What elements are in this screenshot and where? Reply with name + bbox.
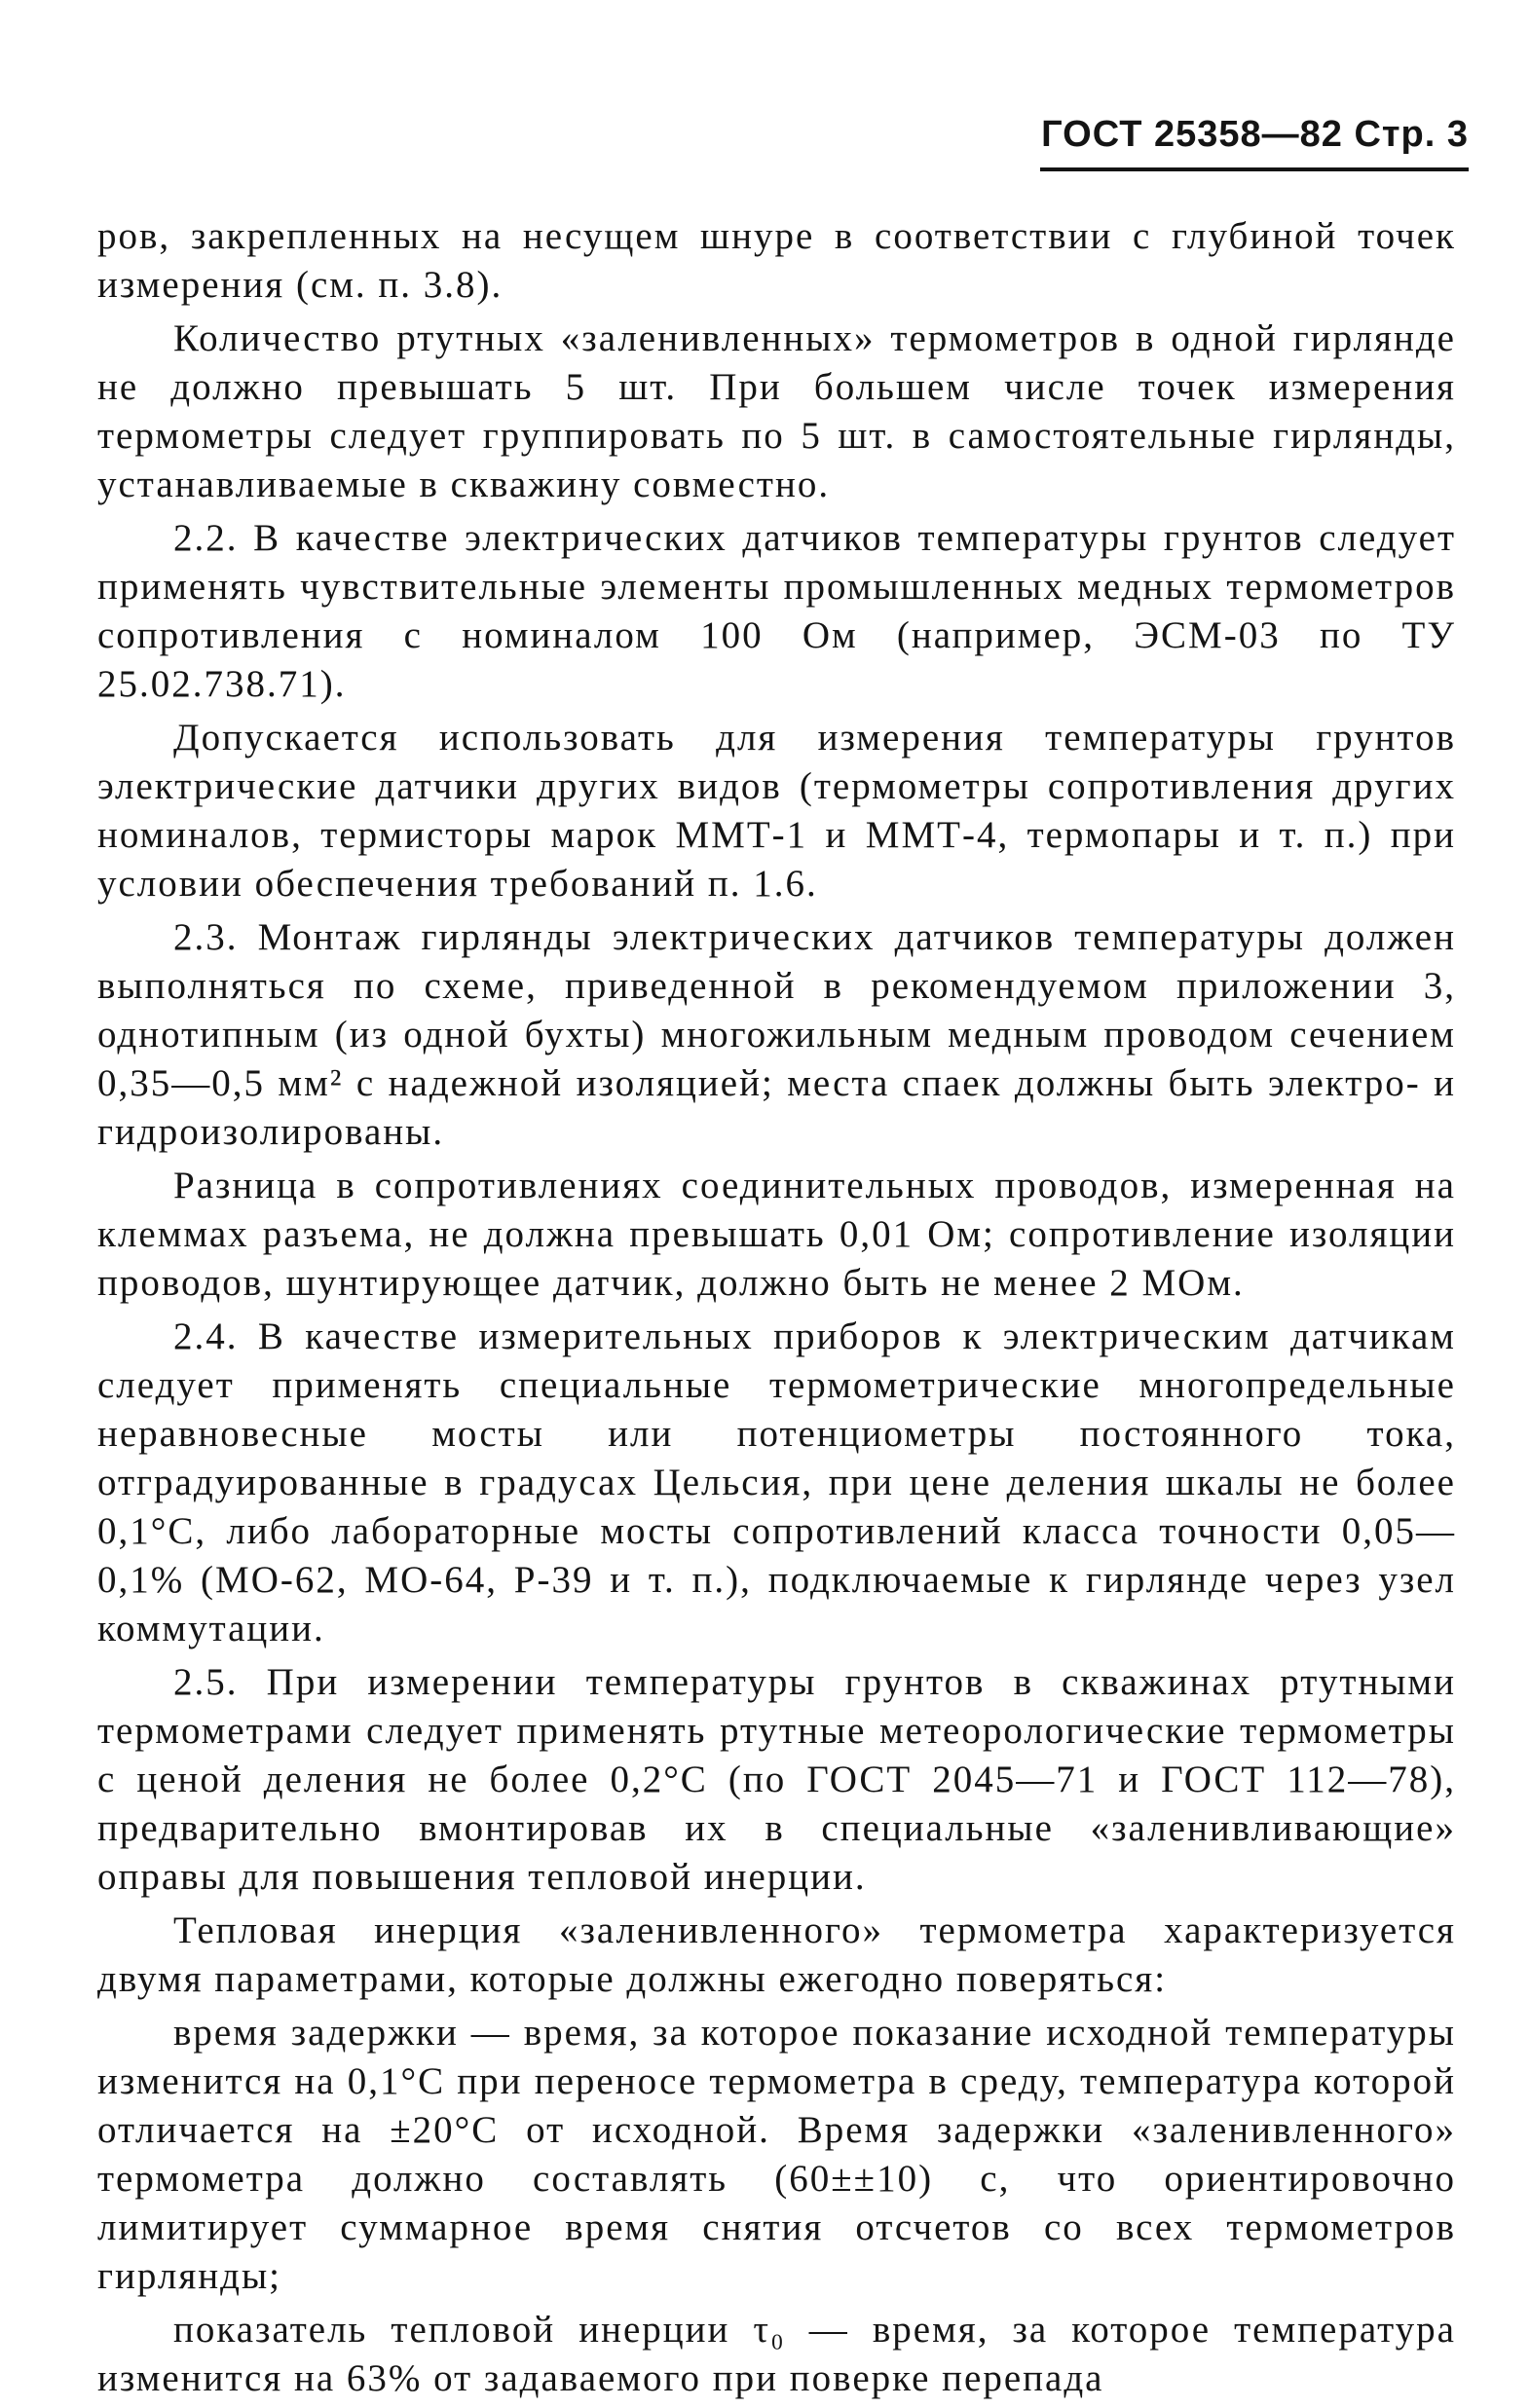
paragraph: Тепловая инерция «заленивленного» термометра характеризуется двумя параметрами, которые должны ежегодно поверяться: (97, 1909, 1456, 2000)
paragraph: 2.3. Монтаж гирлянды электрических датчиков температуры должен выполняться по схеме, приведенной в рекомендуемом приложении 3, однотипным (из одной бухты) многожильным медным проводом сечением 0,35—0,5 мм² с надежной изоляцией; места спаек должны быть электро- и гидроизолированы. (97, 916, 1456, 1153)
paragraph: 2.5. При измерении температуры грунтов в скважинах ртутными термометрами следует применять ртутные метеорологические термометры с ценой деления не более 0,2°С (по ГОСТ 2045—71 и ГОСТ 112—78), предварительно вмонтировав их в специальные «заленивливающие» оправы для повышения тепловой инерции. (97, 1661, 1456, 1898)
paragraph: ров, закрепленных на несущем шнуре в соответствии с глубиной точек измерения (см. п. 3.8). (97, 215, 1456, 306)
paragraph: показатель тепловой инерции τ₀ — время, за которое температура изменится на 63% от задаваемого при поверке перепада (97, 2309, 1456, 2399)
paragraph: Количество ртутных «заленивленных» термометров в одной гирлянде не должно превышать 5 шт. При большем числе точек измерения термометры следует группировать по 5 шт. в самостоятельные гирлянды, устанавливаемые в скважину совместно. (97, 317, 1456, 505)
body-text (97, 212, 1456, 2408)
paragraph: Разница в сопротивлениях соединительных проводов, измеренная на клеммах разъема, не должна превышать 0,01 Ом; сопротивление изоляции проводов, шунтирующее датчик, должно быть не менее 2 МОм. (97, 1165, 1456, 1304)
page-header: ГОСТ 25358—82 Стр. 3 (1041, 114, 1469, 155)
paragraph: время задержки — время, за которое показание исходной температуры изменится на 0,1°С при переносе термометра в среду, температура которой отличается на ±20°С от исходной. Время задержки «заленивленного» термометра должно составлять (60±±10) с, что ориентировочно лимитирует суммарное время снятия отсчетов со всех термометров гирлянды; (97, 2012, 1456, 2297)
paragraph: 2.4. В качестве измерительных приборов к электрическим датчикам следует применять специальные термометрические многопредельные неравновесные мосты или потенциометры постоянного тока, отградуированные в градусах Цельсия, при цене деления шкалы не более 0,1°С, либо лабораторные мосты сопротивлений класса точности 0,05—0,1% (МО-62, МО-64, Р-39 и т. п.), подключаемые к гирлянде через узел коммутации. (97, 1315, 1456, 1649)
paragraph: Допускается использовать для измерения температуры грунтов электрические датчики других видов (термометры сопротивления других номиналов, термисторы марок ММТ-1 и ММТ-4, термопары и т. п.) при условии обеспечения требований п. 1.6. (97, 717, 1456, 905)
paragraph: 2.2. В качестве электрических датчиков температуры грунтов следует применять чувствительные элементы промышленных медных термометров сопротивления с номиналом 100 Ом (например, ЭСМ-03 по ТУ 25.02.738.71). (97, 517, 1456, 705)
header-rule (1040, 167, 1469, 171)
